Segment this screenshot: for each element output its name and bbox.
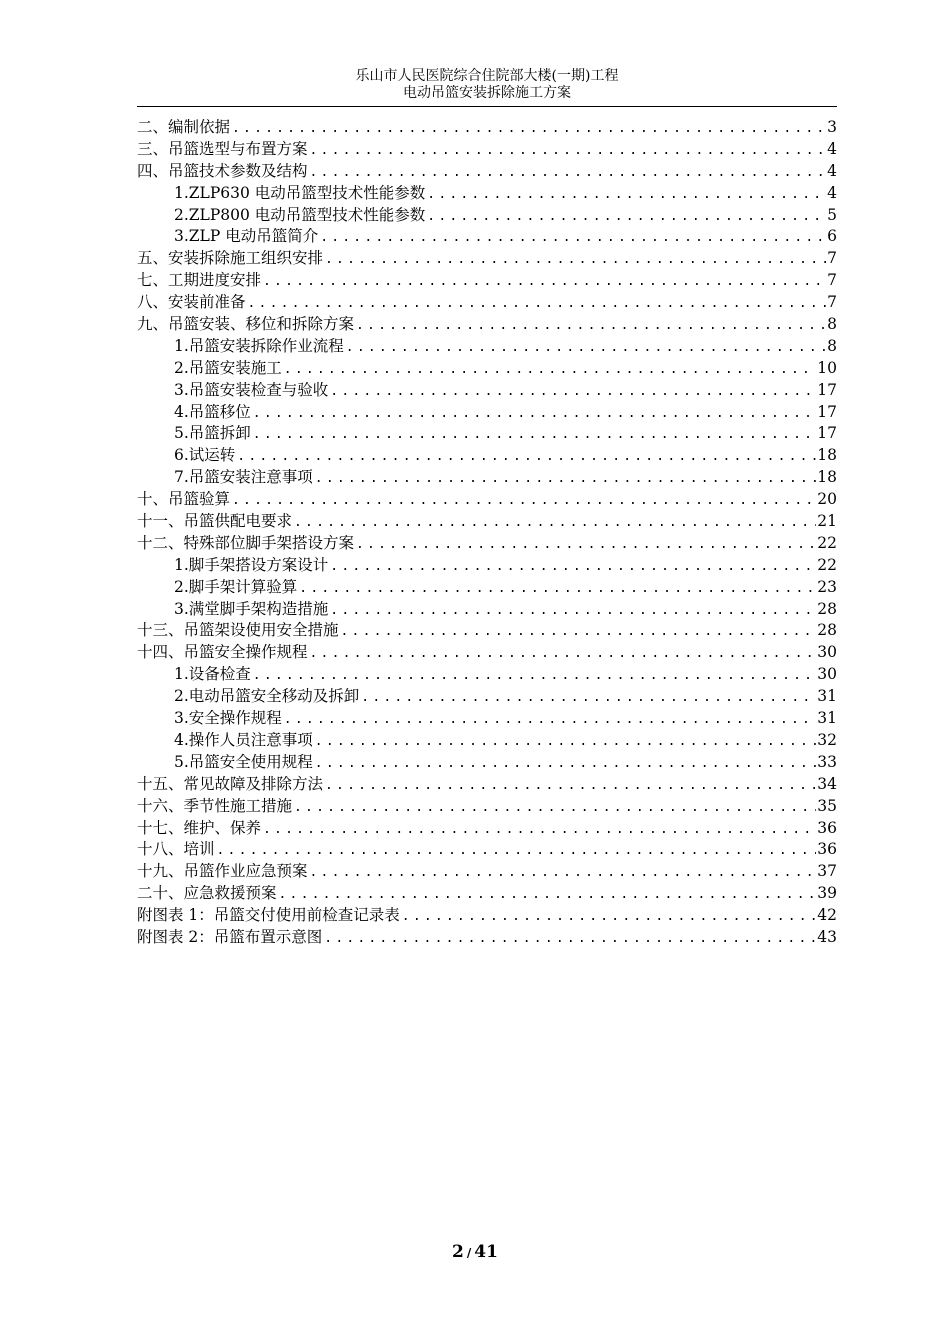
toc-entry-page: 18 xyxy=(817,468,837,487)
toc-entry-page: 17 xyxy=(817,380,837,399)
toc-dot-leader xyxy=(318,230,826,245)
toc-dot-leader xyxy=(339,624,817,639)
toc-entry[interactable] xyxy=(137,837,837,859)
toc-entry-page: 6 xyxy=(827,227,837,246)
toc-entry-title: 3.ZLP 电动吊篮简介 xyxy=(174,227,319,246)
toc-entry-title: 三、吊篮选型与布置方案 xyxy=(137,139,308,158)
toc-dot-leader xyxy=(354,318,826,333)
header-document-title: 电动吊篮安装拆除施工方案 xyxy=(403,85,571,101)
toc-entry[interactable] xyxy=(137,859,837,881)
toc-dot-leader xyxy=(235,449,816,464)
toc-entry-page: 7 xyxy=(827,293,837,312)
toc-dot-leader xyxy=(230,493,816,508)
toc-entry-title: 2.吊篮安装施工 xyxy=(174,358,282,377)
toc-entry-page: 4 xyxy=(827,161,837,180)
toc-entry-page: 10 xyxy=(817,358,837,377)
toc-entry[interactable] xyxy=(137,531,837,553)
toc-entry-title: 7.吊篮安装注意事项 xyxy=(174,468,313,487)
toc-entry-title: 6.试运转 xyxy=(174,446,236,465)
toc-entry-title: 十四、吊篮安全操作规程 xyxy=(137,643,308,662)
toc-entry-page: 8 xyxy=(827,315,837,334)
toc-entry[interactable] xyxy=(137,203,837,225)
toc-dot-leader xyxy=(359,690,816,705)
toc-entry[interactable] xyxy=(137,443,837,465)
toc-entry-page: 20 xyxy=(817,490,837,509)
toc-dot-leader xyxy=(230,121,826,136)
toc-dot-leader xyxy=(328,603,816,618)
toc-entry[interactable] xyxy=(137,750,837,772)
toc-entry[interactable] xyxy=(137,684,837,706)
toc-entry[interactable] xyxy=(137,290,837,312)
toc-entry-title: 3.安全操作规程 xyxy=(174,709,282,728)
toc-dot-leader xyxy=(282,362,816,377)
toc-entry-title: 四、吊篮技术参数及结构 xyxy=(137,161,308,180)
toc-entry-page: 39 xyxy=(817,884,837,903)
toc-entry-title: 五、安装拆除施工组织安排 xyxy=(137,249,324,268)
toc-dot-leader xyxy=(308,143,827,158)
toc-entry[interactable] xyxy=(137,312,837,334)
toc-dot-leader xyxy=(425,187,826,202)
toc-entry[interactable] xyxy=(137,334,837,356)
toc-dot-leader xyxy=(344,340,826,355)
toc-entry-page: 28 xyxy=(817,599,837,618)
toc-entry[interactable] xyxy=(137,925,837,947)
toc-entry-title: 4.吊篮移位 xyxy=(174,402,251,421)
toc-dot-leader xyxy=(251,668,816,683)
toc-entry-page: 34 xyxy=(817,774,837,793)
toc-entry-page: 7 xyxy=(827,271,837,290)
toc-entry-title: 5.吊篮拆卸 xyxy=(174,424,251,443)
toc-entry-title: 八、安装前准备 xyxy=(137,293,246,312)
toc-dot-leader xyxy=(215,843,817,858)
toc-entry-title: 附图表 2：吊篮布置示意图 xyxy=(137,927,323,946)
toc-entry[interactable] xyxy=(137,728,837,750)
toc-dot-leader xyxy=(251,427,816,442)
toc-entry-title: 十二、特殊部位脚手架搭设方案 xyxy=(137,533,355,552)
toc-dot-leader xyxy=(425,209,826,224)
toc-dot-leader xyxy=(323,252,826,267)
toc-entry-page: 36 xyxy=(817,818,837,837)
toc-dot-leader xyxy=(328,559,816,574)
page-footer xyxy=(0,1242,950,1262)
toc-entry-page: 33 xyxy=(817,752,837,771)
toc-entry-title: 1.脚手架搭设方案设计 xyxy=(174,555,329,574)
toc-entry-page: 17 xyxy=(817,424,837,443)
toc-dot-leader xyxy=(313,471,816,486)
toc-entry[interactable] xyxy=(137,816,837,838)
toc-entry-title: 3.吊篮安装检查与验收 xyxy=(174,380,329,399)
toc-entry-page: 4 xyxy=(827,139,837,158)
toc-entry[interactable] xyxy=(137,181,837,203)
toc-entry-title: 1.吊篮安装拆除作业流程 xyxy=(174,336,344,355)
toc-entry-page: 17 xyxy=(817,402,837,421)
toc-entry-page: 36 xyxy=(817,840,837,859)
toc-entry[interactable] xyxy=(137,159,837,181)
toc-entry-title: 九、吊篮安装、移位和拆除方案 xyxy=(137,315,355,334)
toc-dot-leader xyxy=(246,296,827,311)
toc-entry[interactable] xyxy=(137,224,837,246)
toc-entry-page: 22 xyxy=(817,533,837,552)
toc-entry[interactable] xyxy=(137,421,837,443)
toc-dot-leader xyxy=(308,646,817,661)
toc-entry-title: 二十、应急救援预案 xyxy=(137,884,277,903)
toc-entry[interactable] xyxy=(137,597,837,619)
toc-dot-leader xyxy=(308,865,817,880)
header-divider xyxy=(137,106,837,107)
toc-entry-page: 28 xyxy=(817,621,837,640)
current-page-number: 2 xyxy=(452,1242,464,1262)
toc-entry-title: 十七、维护、保养 xyxy=(137,818,262,837)
toc-entry-page: 7 xyxy=(827,249,837,268)
page-separator: / xyxy=(466,1246,472,1260)
toc-entry[interactable] xyxy=(137,378,837,400)
table-of-contents xyxy=(137,115,837,947)
toc-entry-title: 1.设备检查 xyxy=(174,665,251,684)
toc-entry-title: 十八、培训 xyxy=(137,840,215,859)
toc-entry-page: 8 xyxy=(827,336,837,355)
toc-dot-leader xyxy=(328,384,816,399)
toc-entry-title: 十一、吊篮供配电要求 xyxy=(137,512,293,531)
toc-entry[interactable] xyxy=(137,881,837,903)
toc-dot-leader xyxy=(313,756,816,771)
toc-entry[interactable] xyxy=(137,356,837,378)
toc-entry[interactable] xyxy=(137,246,837,268)
page-header xyxy=(137,68,837,102)
toc-entry-title: 十、吊篮验算 xyxy=(137,490,231,509)
toc-entry-page: 22 xyxy=(817,555,837,574)
toc-entry[interactable] xyxy=(137,640,837,662)
toc-entry-page: 37 xyxy=(817,862,837,881)
toc-entry-page: 35 xyxy=(817,796,837,815)
toc-entry-title: 2.ZLP800 电动吊篮型技术性能参数 xyxy=(174,205,426,224)
toc-entry[interactable] xyxy=(137,706,837,728)
toc-entry[interactable] xyxy=(137,662,837,684)
toc-entry[interactable] xyxy=(137,137,837,159)
toc-entry[interactable] xyxy=(137,115,837,137)
toc-entry-title: 十六、季节性施工措施 xyxy=(137,796,293,815)
toc-entry-title: 十五、常见故障及排除方法 xyxy=(137,774,324,793)
total-page-count: 41 xyxy=(474,1242,498,1262)
toc-entry[interactable] xyxy=(137,772,837,794)
toc-entry-page: 31 xyxy=(817,687,837,706)
toc-dot-leader xyxy=(323,778,816,793)
toc-dot-leader xyxy=(282,712,816,727)
toc-entry[interactable] xyxy=(137,903,837,925)
toc-entry-page: 30 xyxy=(817,665,837,684)
toc-entry[interactable] xyxy=(137,400,837,422)
toc-dot-leader xyxy=(261,822,816,837)
toc-entry[interactable] xyxy=(137,268,837,290)
toc-entry[interactable] xyxy=(137,794,837,816)
toc-dot-leader xyxy=(308,165,827,180)
toc-entry-page: 32 xyxy=(817,730,837,749)
toc-dot-leader xyxy=(354,537,816,552)
toc-entry-title: 二、编制依据 xyxy=(137,118,231,136)
toc-entry-title: 十九、吊篮作业应急预案 xyxy=(137,862,308,881)
toc-entry-page: 18 xyxy=(817,446,837,465)
header-project-title: 乐山市人民医院综合住院部大楼(一期)工程 xyxy=(355,68,619,84)
toc-entry-page: 4 xyxy=(827,183,837,202)
toc-entry-title: 3.满堂脚手架构造措施 xyxy=(174,599,329,618)
toc-entry-page: 43 xyxy=(817,927,837,946)
toc-entry-title: 4.操作人员注意事项 xyxy=(174,730,313,749)
toc-entry[interactable] xyxy=(137,575,837,597)
toc-entry-page: 5 xyxy=(827,205,837,224)
toc-dot-leader xyxy=(297,581,816,596)
toc-entry-title: 七、工期进度安排 xyxy=(137,271,262,290)
toc-entry[interactable] xyxy=(137,465,837,487)
toc-entry[interactable] xyxy=(137,553,837,575)
toc-entry-page: 42 xyxy=(817,906,837,925)
toc-entry-page: 3 xyxy=(827,118,837,136)
toc-entry-title: 2.脚手架计算验算 xyxy=(174,577,298,596)
toc-dot-leader xyxy=(292,515,816,530)
toc-entry-title: 附图表 1：吊篮交付使用前检查记录表 xyxy=(137,906,400,925)
toc-dot-leader xyxy=(277,887,817,902)
toc-entry-title: 1.ZLP630 电动吊篮型技术性能参数 xyxy=(174,183,426,202)
toc-dot-leader xyxy=(261,274,826,289)
toc-entry-page: 21 xyxy=(817,512,837,531)
toc-dot-leader xyxy=(313,734,816,749)
toc-entry-page: 30 xyxy=(817,643,837,662)
toc-entry[interactable] xyxy=(137,487,837,509)
toc-entry[interactable] xyxy=(137,509,837,531)
toc-entry-title: 2.电动吊篮安全移动及拆卸 xyxy=(174,687,360,706)
toc-dot-leader xyxy=(251,406,816,421)
toc-entry-title: 十三、吊篮架设使用安全措施 xyxy=(137,621,339,640)
toc-entry[interactable] xyxy=(137,618,837,640)
toc-entry-page: 23 xyxy=(817,577,837,596)
toc-entry-page: 31 xyxy=(817,709,837,728)
toc-entry-title: 5.吊篮安全使用规程 xyxy=(174,752,313,771)
toc-dot-leader xyxy=(400,909,816,924)
toc-dot-leader xyxy=(292,800,816,815)
toc-dot-leader xyxy=(322,931,816,946)
